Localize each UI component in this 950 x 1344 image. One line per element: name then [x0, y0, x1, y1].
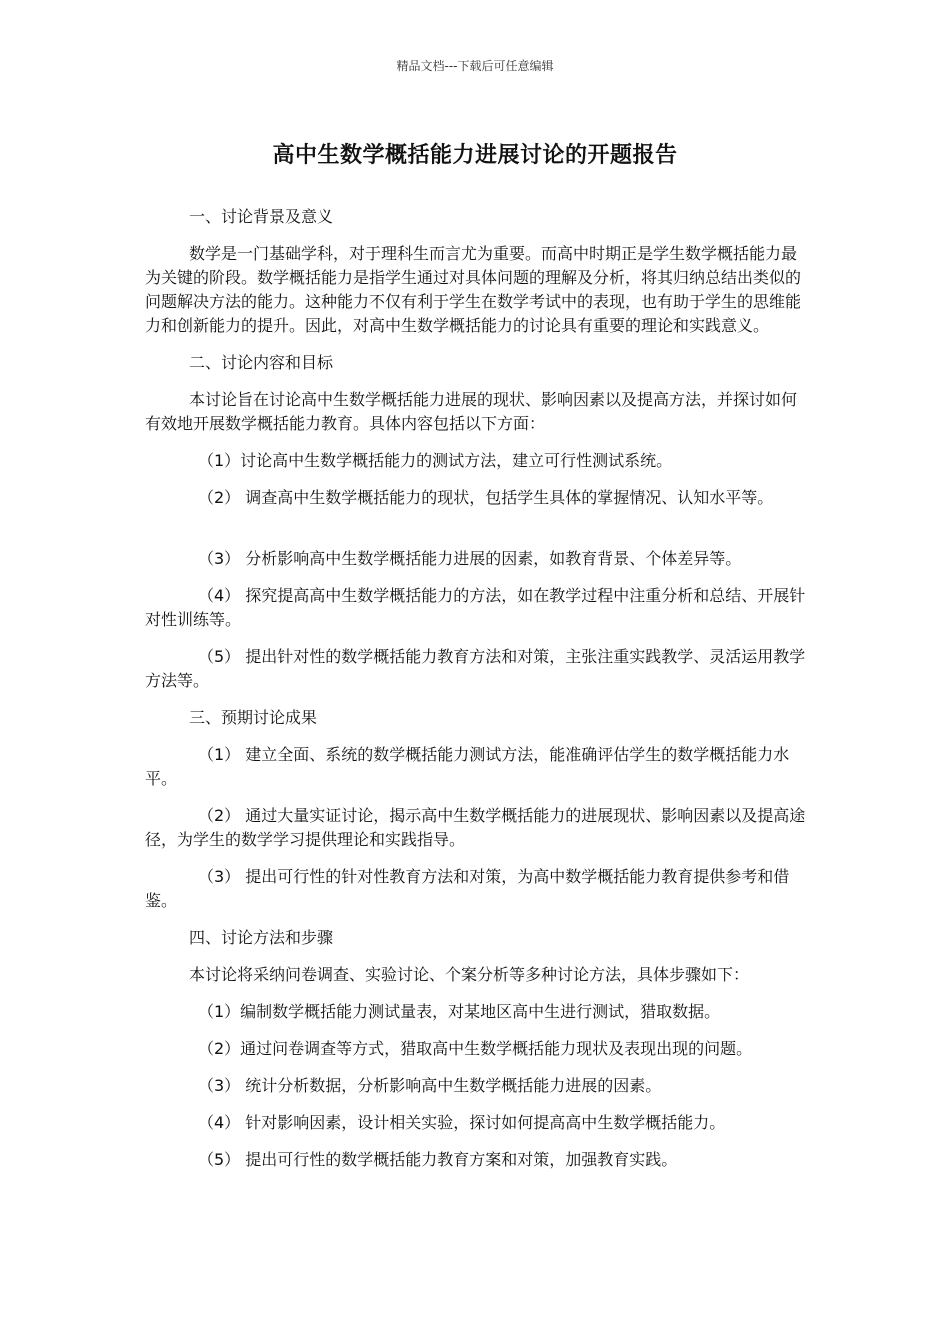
- list-item: （3） 统计分析数据，分析影响高中生数学概括能力进展的因素。: [198, 1076, 662, 1095]
- list-item: （5） 提出可行性的数学概括能力教育方案和对策，加强教育实践。: [198, 1150, 678, 1169]
- list-item: （1）编制数学概括能力测试量表，对某地区高中生进行测试，猎取数据。: [198, 1002, 721, 1021]
- list-item: （1）讨论高中生数学概括能力的测试方法，建立可行性测试系统。: [198, 451, 673, 470]
- document-body: [145, 205, 810, 1185]
- paragraph: 本讨论将采纳问卷调查、实验讨论、个案分析等多种讨论方法，具体步骤如下：: [189, 965, 750, 984]
- section-heading: 二、讨论内容和目标: [189, 353, 334, 372]
- page-header: 精品文档---下载后可任意编辑: [396, 59, 554, 73]
- list-item: （4） 探究提高高中生数学概括能力的方法，如在教学过程中注重分析和总结、开展针对性训练等。: [145, 586, 806, 629]
- list-item: （3） 分析影响高中生数学概括能力进展的因素，如教育背景、个体差异等。: [198, 549, 742, 568]
- list-item: （4） 针对影响因素，设计相关实验，探讨如何提高高中生数学概括能力。: [198, 1113, 726, 1132]
- section-heading: 一、讨论背景及意义: [189, 207, 334, 226]
- document-title: 高中生数学概括能力进展讨论的开题报告: [272, 143, 678, 168]
- paragraph: 数学是一门基础学科，对于理科生而言尤为重要。而高中时期正是学生数学概括能力最为关键的阶段。数学概括能力是指学生通过对具体问题的理解及分析，将其归纳总结出类似的问题解决方法的能力。这种能力不仅有利于学生在数学考试中的表现，也有助于学生的思维能力和创新能力的提升。因此，对高中生数学概括能力的讨论具有重要的理论和实践意义。: [145, 244, 802, 335]
- list-item: （2） 调查高中生数学概括能力的现状，包括学生具体的掌握情况、认知水平等。: [198, 488, 774, 507]
- list-item: （2）通过问卷调查等方式，猎取高中生数学概括能力现状及表现出现的问题。: [198, 1039, 753, 1058]
- list-item: （5） 提出针对性的数学概括能力教育方法和对策，主张注重实践教学、灵活运用教学方法等。: [145, 647, 806, 690]
- list-item: （3） 提出可行性的针对性教育方法和对策，为高中数学概括能力教育提供参考和借鉴。: [145, 867, 790, 910]
- section-heading: 四、讨论方法和步骤: [189, 928, 334, 947]
- list-item: （2） 通过大量实证讨论，揭示高中生数学概括能力的进展现状、影响因素以及提高途径，为学生的数学学习提供理论和实践指导。: [145, 806, 806, 849]
- paragraph: 本讨论旨在讨论高中生数学概括能力进展的现状、影响因素以及提高方法，并探讨如何有效地开展数学概括能力教育。具体内容包括以下方面：: [145, 390, 798, 433]
- section-heading: 三、预期讨论成果: [189, 708, 318, 727]
- list-item: （1） 建立全面、系统的数学概括能力测试方法，能准确评估学生的数学概括能力水平。: [145, 745, 790, 788]
